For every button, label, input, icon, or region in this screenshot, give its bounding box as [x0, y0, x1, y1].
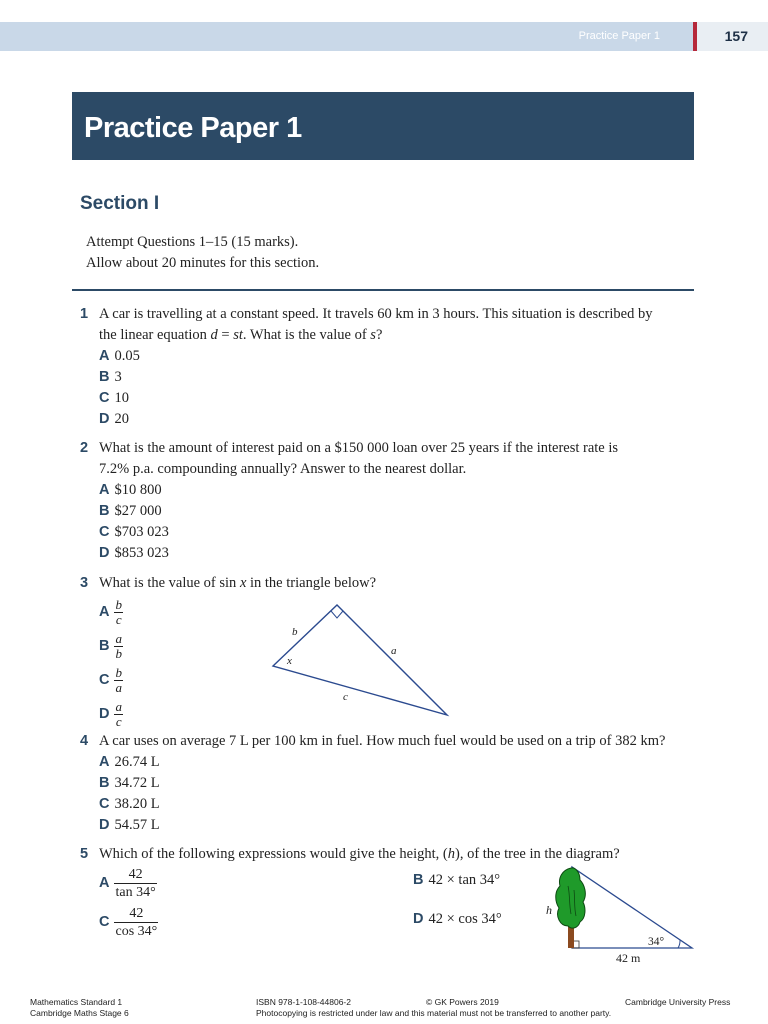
option-a[interactable]: A $\frac{42}{\tan 34^\circ}$	[99, 867, 156, 900]
footer-book-info	[30, 997, 129, 1019]
triangle-shape	[572, 867, 692, 948]
footer-publisher: Cambridge University Press	[625, 997, 731, 1007]
question-number: 2	[80, 440, 89, 456]
question-2	[80, 438, 692, 564]
option-d[interactable]: D $853 023	[99, 545, 169, 561]
question-text-line: What is the amount of interest paid on a $150 000 loan over 25 years if the interest rate is	[99, 440, 619, 456]
option-b[interactable]: B 34.72 L	[99, 775, 160, 791]
option-b[interactable]: B $27 000	[99, 503, 162, 519]
footer-series: Cambridge Maths Stage 6	[30, 1008, 129, 1018]
option-c[interactable]: C $703 023	[99, 524, 169, 540]
side-label-a: a	[391, 645, 397, 657]
section-instructions	[86, 232, 319, 274]
angle-arc	[678, 940, 680, 948]
page-number-box	[697, 22, 768, 51]
option-b[interactable]: B 42 × tan 34°	[413, 872, 501, 888]
option-d[interactable]: D 54.57 L	[99, 817, 160, 833]
page-number: 157	[724, 28, 748, 44]
question-text: Which of the following expressions would give the height, (h), of the tree in the diagram?	[99, 846, 620, 862]
section-divider	[72, 289, 694, 291]
option-a[interactable]: A 0.05	[99, 348, 140, 364]
question-4	[80, 731, 692, 836]
side-label-b: b	[292, 626, 298, 638]
question-5	[80, 844, 692, 865]
question-text: A car uses on average 7 L per 100 km in fuel. How much fuel would be used on a trip of 382 km?	[99, 733, 666, 749]
instruction-line: Attempt Questions 1–15 (15 marks).	[86, 234, 299, 250]
triangle-shape	[273, 605, 447, 715]
running-header	[0, 22, 768, 51]
question-text-line: A car is travelling at a constant speed. It travels 60 km in 3 hours. This situation is described by	[99, 306, 653, 322]
tree-diagram	[540, 864, 700, 968]
instruction-line: Allow about 20 minutes for this section.	[86, 255, 320, 271]
tree-icon	[556, 868, 586, 928]
angle-label: 34°	[648, 936, 665, 948]
question-text-line: the linear equation d = st. What is the value of s?	[99, 327, 383, 343]
option-b[interactable]: B 3	[99, 369, 122, 385]
option-c[interactable]: C $\frac{42}{\cos 34^\circ}$	[99, 906, 158, 939]
height-label: h	[546, 903, 552, 917]
option-a[interactable]: A $\frac{b}{c}$	[99, 597, 122, 627]
question-number: 1	[80, 306, 89, 322]
footer-notice: Photocopying is restricted under law and this material must not be transferred to another party.	[256, 1008, 612, 1018]
question-number: 5	[80, 846, 89, 862]
footer-book: Mathematics Standard 1	[30, 997, 123, 1007]
side-label-c: c	[343, 691, 348, 703]
section-heading: Section I	[80, 193, 160, 214]
title-banner	[72, 92, 694, 160]
right-angle-marker	[331, 611, 343, 618]
option-c[interactable]: C 10	[99, 390, 129, 406]
footer-copyright: © GK Powers 2019	[425, 997, 499, 1007]
angle-label-x: x	[287, 655, 292, 667]
option-a[interactable]: A $10 800	[99, 482, 162, 498]
option-d[interactable]: D 20	[99, 411, 129, 427]
triangle-diagram	[265, 598, 455, 720]
footer-isbn: ISBN 978-1-108-44806-2	[256, 997, 351, 1007]
base-label: 42 m	[616, 951, 641, 965]
running-title: Practice Paper 1	[578, 30, 660, 42]
option-d[interactable]: D 42 × cos 34°	[413, 911, 502, 927]
footer-legal	[256, 997, 611, 1019]
page-title: Practice Paper 1	[84, 112, 302, 144]
question-text-line: 7.2% p.a. compounding annually? Answer to the nearest dollar.	[99, 461, 467, 477]
question-text	[99, 438, 692, 480]
option-c[interactable]: C $\frac{b}{a}$	[99, 665, 122, 695]
question-text	[99, 304, 692, 346]
option-b[interactable]: B $\frac{a}{b}$	[99, 631, 122, 661]
option-a[interactable]: A 26.74 L	[99, 754, 160, 770]
question-1	[80, 304, 692, 430]
option-c[interactable]: C 38.20 L	[99, 796, 160, 812]
question-number: 3	[80, 575, 89, 591]
question-text: What is the value of sin x in the triangle below?	[99, 575, 377, 591]
option-d[interactable]: D $\frac{a}{c}$	[99, 699, 122, 729]
question-number: 4	[80, 733, 89, 749]
